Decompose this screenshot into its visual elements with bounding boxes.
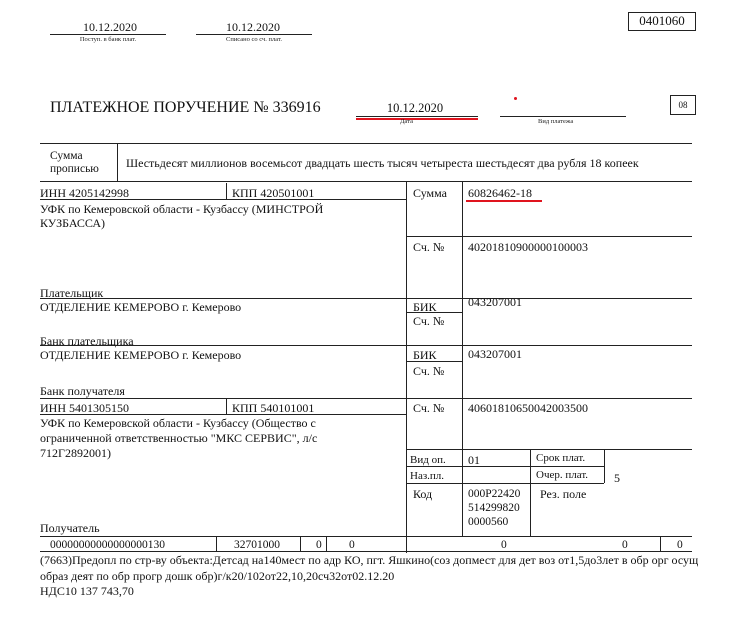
- divider: [226, 398, 227, 414]
- payee-account: 40601810650042003500: [468, 401, 588, 415]
- payee-bank-bik-label: БИК: [413, 348, 437, 362]
- divider: [216, 536, 217, 551]
- payer-kpp: КПП 420501001: [232, 186, 315, 200]
- document-date: 10.12.2020: [386, 101, 444, 115]
- divider: [40, 143, 692, 144]
- naz-pl-label: Наз.пл.: [410, 470, 445, 482]
- payment-vat: НДС10 137 743,70: [40, 584, 134, 598]
- document-date-label: Дата: [400, 118, 413, 125]
- tax-field-2: 0: [349, 539, 355, 551]
- status-code-box: [670, 95, 696, 115]
- status-code: 08: [678, 100, 688, 110]
- payee-name: УФК по Кемеровской области - Кузбассу (Общество с ограниченной ответственностью "МКС СЕРВИС", л/с 712Г2892001): [40, 416, 318, 460]
- divider: [530, 449, 531, 536]
- divider: [40, 536, 692, 537]
- kod-value: 000Р22420 514299820 0000560: [468, 488, 521, 528]
- date-received: 10.12.2020: [83, 20, 137, 34]
- amount-label: Сумма: [413, 186, 447, 200]
- form-code: 0401060: [639, 13, 685, 28]
- divider: [300, 536, 301, 551]
- payer-bank-bik: 043207001: [468, 295, 522, 309]
- divider: [356, 116, 478, 117]
- date-received-label: Поступ. в банк плат.: [79, 36, 137, 43]
- divider: [50, 34, 166, 35]
- amount-words-label: Сумма прописью: [50, 150, 99, 175]
- rez-pole-label: Рез. поле: [540, 487, 587, 501]
- divider: [40, 181, 692, 182]
- payer-bank-bik-label: БИК: [413, 300, 437, 314]
- payer-bank-label: Банк плательщика: [40, 334, 134, 348]
- divider: [40, 345, 692, 346]
- payer-inn: ИНН 4205142998: [40, 186, 129, 200]
- tax-field-4: 0: [622, 539, 628, 551]
- payer-bank-account-label: Сч. №: [413, 314, 445, 328]
- divider: [406, 483, 604, 484]
- divider: [40, 298, 406, 299]
- tax-field-3: 0: [501, 539, 507, 551]
- vid-op-label: Вид оп.: [410, 454, 446, 466]
- payee-bank-name: ОТДЕЛЕНИЕ КЕМЕРОВО г. Кемерово: [40, 348, 242, 362]
- amount-words-text: Шестьдесят миллионов восемьсот двадцать шесть тысяч четыреста шестьдесят два рубля 18 копеек: [126, 156, 639, 170]
- divider: [406, 312, 462, 313]
- kod-label: Код: [413, 487, 433, 501]
- divider: [40, 398, 692, 399]
- divider: [406, 466, 604, 467]
- payer-name: УФК по Кемеровской области - Кузбассу (МИНСТРОЙ КУЗБАССА): [40, 202, 324, 230]
- payer-bank-name: ОТДЕЛЕНИЕ КЕМЕРОВО г. Кемерово: [40, 300, 242, 314]
- divider: [226, 183, 227, 199]
- payee-inn: ИНН 5401305150: [40, 401, 129, 415]
- divider: [406, 298, 692, 299]
- payee-label: Получатель: [40, 521, 100, 535]
- payee-bank-label: Банк получателя: [40, 384, 125, 398]
- kbk-field: 00000000000000000130: [50, 539, 165, 551]
- divider: [406, 449, 692, 450]
- divider: [196, 34, 312, 35]
- date-debited-label: Списано со сч. плат.: [226, 36, 282, 43]
- form-code-box: [628, 12, 696, 31]
- payee-kpp: КПП 540101001: [232, 401, 315, 415]
- divider: [326, 536, 327, 551]
- payer-account: 40201810900000100003: [468, 240, 588, 254]
- vid-op-value: 01: [468, 453, 480, 467]
- payer-label: Плательщик: [40, 286, 104, 300]
- divider: [40, 199, 406, 200]
- payer-account-label: Сч. №: [413, 240, 445, 254]
- divider: [660, 536, 661, 551]
- tax-field-5: 0: [677, 539, 683, 551]
- payee-bank-bik: 043207001: [468, 347, 522, 361]
- red-dot-mark: [514, 97, 517, 100]
- divider: [117, 143, 118, 181]
- divider: [406, 236, 692, 237]
- red-underline-date: [356, 118, 478, 120]
- payee-account-label: Сч. №: [413, 401, 445, 415]
- payment-purpose: (7663)Предопл по стр-ву объекта:Детсад на140мест по адр КО, пгт. Яшкино(соз допмест для дет воз от1,5до3лет в обр орг осущ образ деят по обр прогр дошк обр)г/к20/102от22,10,20сч32от02.12.20: [40, 553, 699, 583]
- amount-value: 60826462-18: [468, 186, 532, 200]
- divider: [406, 361, 462, 362]
- ocher-plat-value: 5: [614, 471, 620, 485]
- tax-field-1: 0: [316, 539, 322, 551]
- payee-bank-account-label: Сч. №: [413, 364, 445, 378]
- divider: [500, 116, 626, 117]
- ocher-plat-label: Очер. плат.: [536, 469, 589, 481]
- srok-plat-label: Срок плат.: [536, 452, 586, 464]
- divider: [604, 449, 605, 483]
- red-underline-amount: [466, 200, 542, 202]
- divider: [40, 414, 406, 415]
- payment-type-label: Вид платежа: [538, 118, 574, 125]
- document-title: ПЛАТЕЖНОЕ ПОРУЧЕНИЕ № 336916: [50, 99, 321, 116]
- date-debited: 10.12.2020: [226, 20, 280, 34]
- oktmo-field: 32701000: [234, 539, 280, 551]
